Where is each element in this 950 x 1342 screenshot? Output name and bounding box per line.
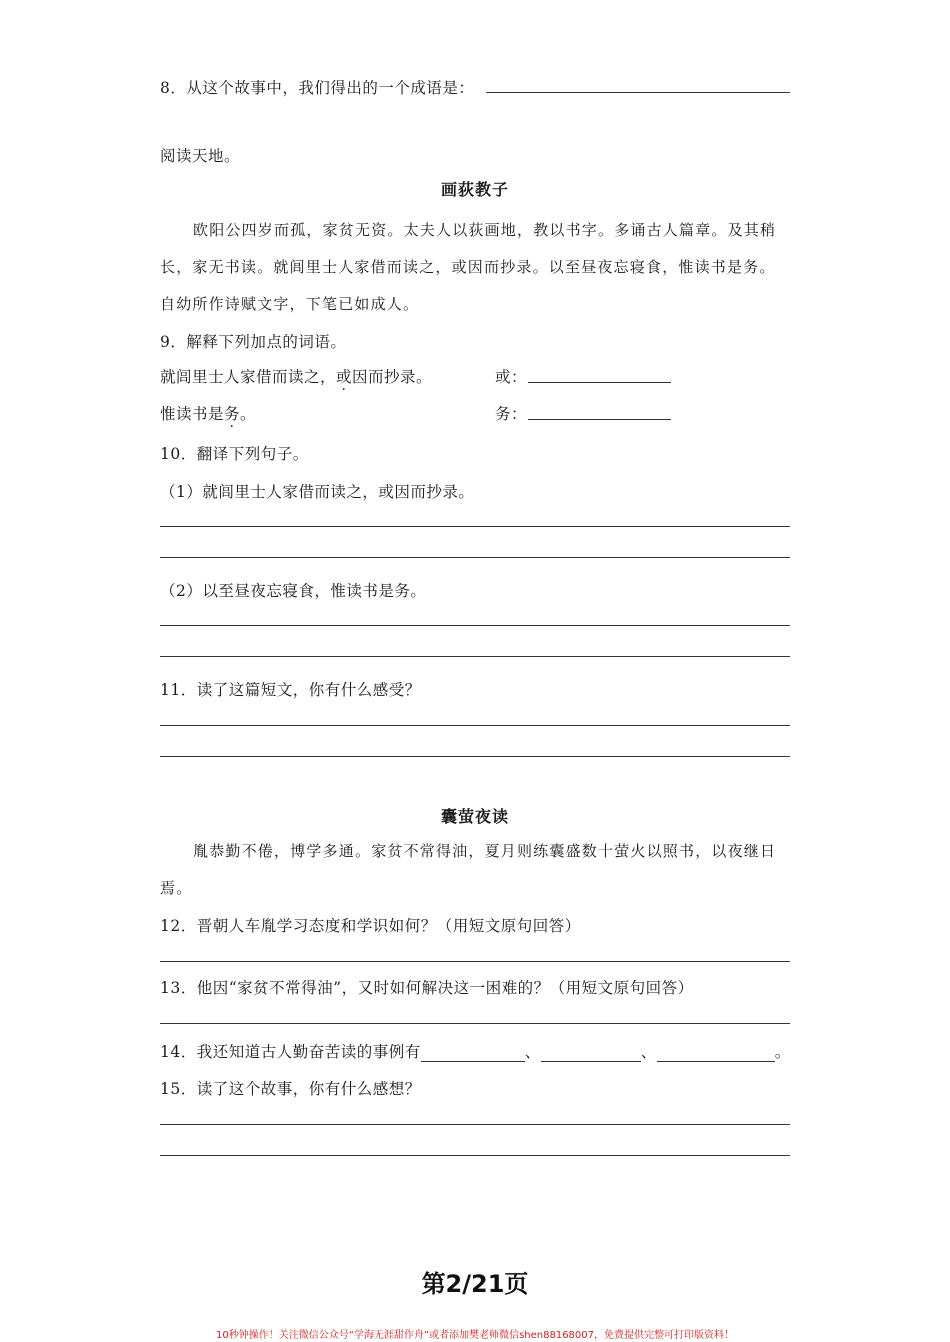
question-14-prompt: 14．我还知道古人勤奋苦读的事例有 xyxy=(160,1043,421,1061)
answer-line-q8[interactable] xyxy=(486,92,790,93)
story2-line-1: 胤恭勤不倦，博学多通。家贫不常得油，夏月则练囊盛数十萤火以照书，以夜继日 xyxy=(193,842,777,860)
q14-sep-1: 、 xyxy=(524,1043,541,1061)
answer-line-q9-huo[interactable] xyxy=(528,382,671,383)
answer-line-q12[interactable] xyxy=(160,961,790,962)
story1-line-2: 长，家无书读。就闾里士人家借而读之，或因而抄录。以至昼夜忘寝食，惟读书是务。 xyxy=(160,258,776,276)
q9-label-wu: 务： xyxy=(495,405,528,423)
q14-sep-2: 、 xyxy=(640,1043,657,1061)
q9-s2-dotted-word: 务 xyxy=(224,405,241,423)
question-9-sentence-2 xyxy=(160,402,256,424)
footer-note: 10秒钟操作！关注微信公众号“学海无涯甜作舟”或者添加樊老师微信shen88168007，免费提供完整可打印版资料！ xyxy=(215,1330,735,1341)
q14-end: 。 xyxy=(774,1043,791,1061)
question-14 xyxy=(160,1040,791,1062)
story2-line-2: 焉。 xyxy=(160,879,193,897)
question-10-prompt: 10．翻译下列句子。 xyxy=(160,445,309,463)
q9-s1-dotted-word: 或 xyxy=(336,368,353,386)
question-10-sentence-2: （2）以至昼夜忘寝食，惟读书是务。 xyxy=(160,582,427,600)
answer-line-q11-a[interactable] xyxy=(160,725,790,726)
answer-line-q10-2b[interactable] xyxy=(160,656,790,657)
q9-s2-post: 。 xyxy=(240,405,257,423)
answer-line-q15-a[interactable] xyxy=(160,1124,790,1125)
question-8-text: 8．从这个故事中，我们得出的一个成语是： xyxy=(160,79,475,97)
story1-line-3: 自幼所作诗赋文字，下笔已如成人。 xyxy=(160,295,420,313)
q9-label-huo: 或： xyxy=(495,368,528,386)
story2-title: 囊萤夜读 xyxy=(440,807,509,826)
question-12-prompt: 12．晋朝人车胤学习态度和学识如何？（用短文原句回答） xyxy=(160,917,581,935)
answer-line-q10-1a[interactable] xyxy=(160,526,790,527)
section-label: 阅读天地。 xyxy=(160,147,241,165)
answer-line-q13[interactable] xyxy=(160,1023,790,1024)
answer-line-q9-wu[interactable] xyxy=(528,419,671,420)
answer-blank-q14-3[interactable] xyxy=(657,1045,775,1062)
story1-title: 画荻教子 xyxy=(440,180,509,199)
question-15-prompt: 15．读了这个故事，你有什么感想？ xyxy=(160,1080,421,1098)
answer-line-q11-b[interactable] xyxy=(160,756,790,757)
question-8 xyxy=(160,76,474,98)
q9-s1-post: 因而抄录。 xyxy=(352,368,433,386)
question-9-prompt: 9．解释下列加点的词语。 xyxy=(160,333,347,351)
q9-s2-pre: 惟读书是 xyxy=(160,405,225,423)
question-9-sentence-1 xyxy=(160,365,432,387)
question-13-prompt: 13．他因“家贫不常得油”，又时如何解决这一困难的？（用短文原句回答） xyxy=(160,979,694,997)
question-10-sentence-1: （1）就闾里士人家借而读之，或因而抄录。 xyxy=(160,483,475,501)
q9-s1-pre: 就闾里士人家借而读之， xyxy=(160,368,337,386)
question-11-prompt: 11．读了这篇短文，你有什么感受？ xyxy=(160,681,421,699)
answer-line-q10-2a[interactable] xyxy=(160,625,790,626)
answer-blank-q14-2[interactable] xyxy=(541,1045,641,1062)
answer-line-q15-b[interactable] xyxy=(160,1155,790,1156)
answer-blank-q14-1[interactable] xyxy=(421,1045,525,1062)
answer-line-q10-1b[interactable] xyxy=(160,557,790,558)
story1-line-1: 欧阳公四岁而孤，家贫无资。太夫人以荻画地，教以书字。多诵古人篇章。及其稍 xyxy=(193,221,777,239)
page-number: 第2/21页 xyxy=(421,1270,529,1298)
